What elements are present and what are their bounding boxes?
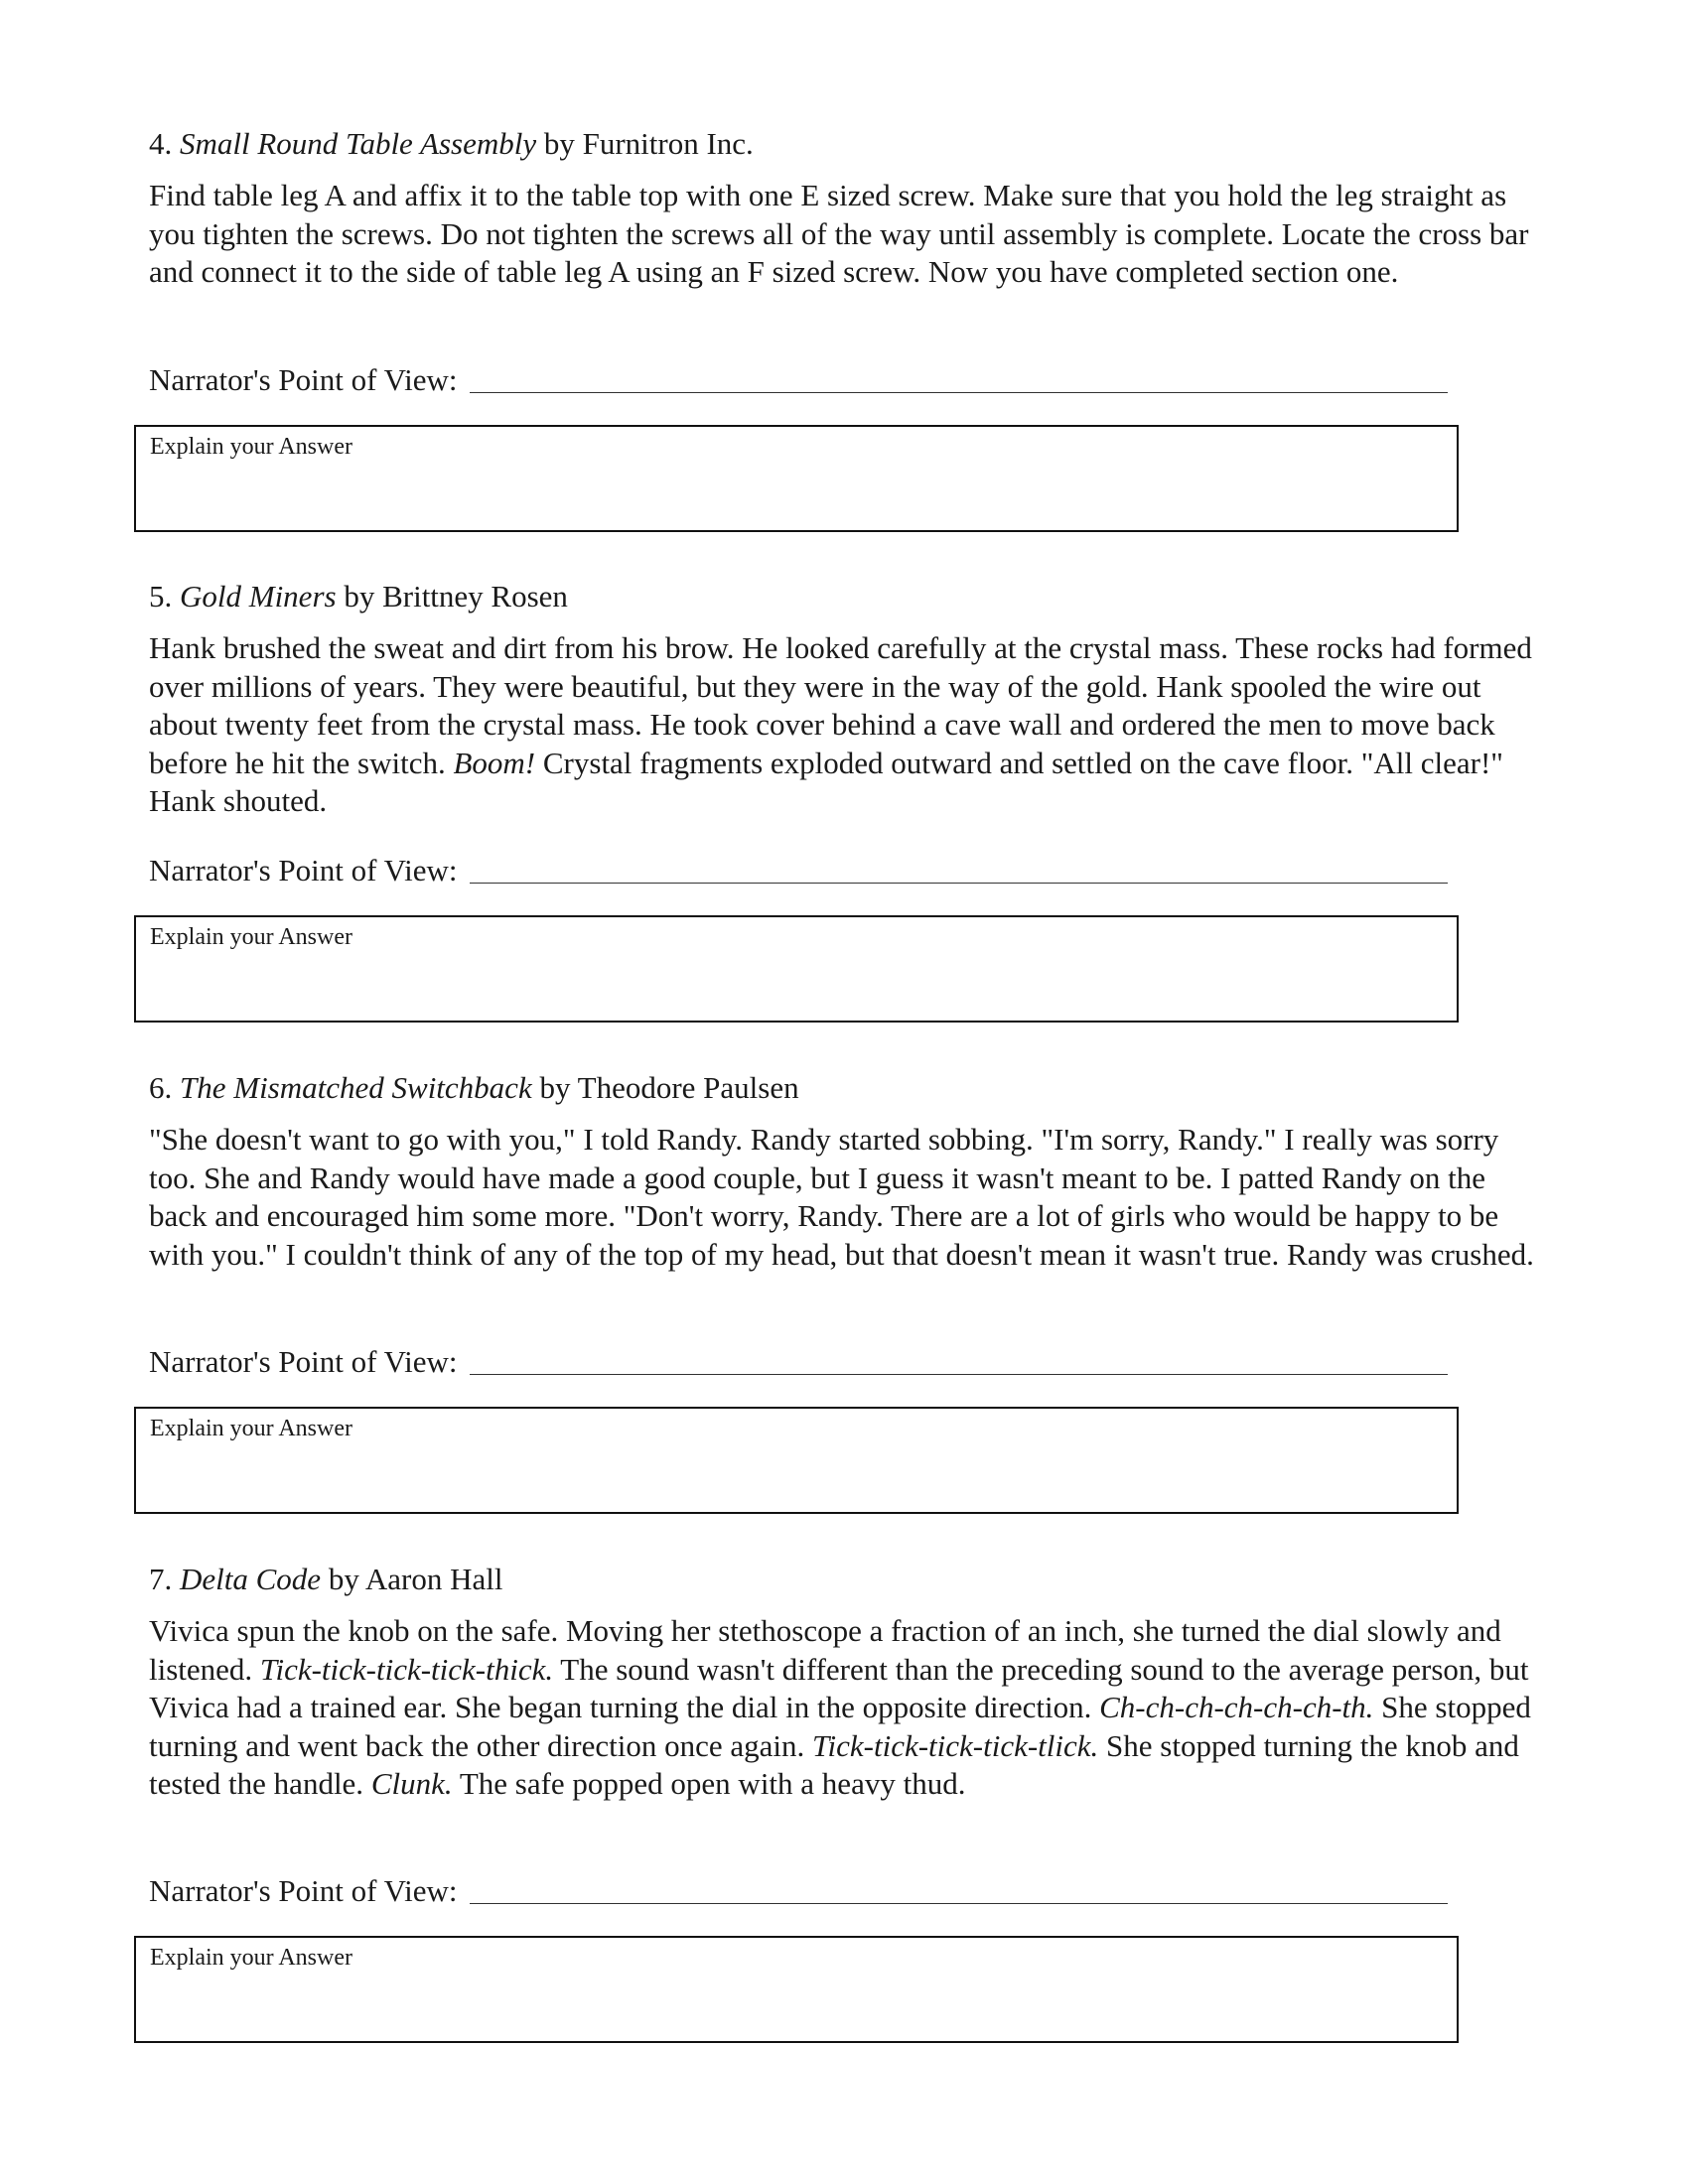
passage-emphasis: Boom! xyxy=(453,745,536,780)
question-heading xyxy=(149,578,1539,615)
passage-byline: by Aaron Hall xyxy=(328,1562,503,1596)
question-7 xyxy=(149,1561,1539,1971)
explain-answer-box[interactable] xyxy=(134,1936,1459,2043)
passage-byline: by Brittney Rosen xyxy=(344,579,568,614)
explain-answer-label: Explain your Answer xyxy=(150,434,352,460)
passage-title: Delta Code xyxy=(180,1562,322,1596)
pov-label: Narrator's Point of View: xyxy=(149,362,458,397)
pov-label: Narrator's Point of View: xyxy=(149,853,458,887)
explain-answer-box[interactable] xyxy=(134,1407,1459,1514)
question-heading xyxy=(149,125,1539,163)
passage-emphasis: Tick-tick-tick-tick-tlick. xyxy=(811,1727,1099,1763)
question-number: 6. xyxy=(149,1070,173,1105)
explain-answer-label: Explain your Answer xyxy=(150,924,352,950)
pov-label: Narrator's Point of View: xyxy=(149,1873,458,1908)
pov-answer-line[interactable] xyxy=(470,392,1448,393)
explain-answer-label: Explain your Answer xyxy=(150,1416,352,1441)
passage-byline: by Furnitron Inc. xyxy=(543,126,754,161)
pov-answer-line[interactable] xyxy=(470,883,1448,884)
question-number: 4. xyxy=(149,126,173,161)
passage-segment: Vivica spun the knob on the safe. Moving her stethoscope a fraction of an inch, she turned the dial slowly and listened. xyxy=(149,1613,1501,1687)
passage-byline: by Theodore Paulsen xyxy=(539,1070,799,1105)
pov-answer-line[interactable] xyxy=(470,1374,1448,1375)
question-6 xyxy=(149,1069,1539,1441)
passage-segment: She stopped turning the knob and tested the handle. xyxy=(149,1727,1519,1801)
pov-answer-line[interactable] xyxy=(470,1903,1448,1904)
question-number: 5. xyxy=(149,579,173,614)
passage-segment: "She doesn't want to go with you," I told Randy. Randy started sobbing. "I'm sorry, Randy." I really was sorry too. She and Randy would have made a good couple, but I guess it wasn't meant to be. I patted Randy on the back and encouraged him some more. "Don't worry, Randy. There are a lot of girls who would be happy to be with you." I couldn't think of any of the top of my head, but that doesn't mean it wasn't true. Randy was crushed. xyxy=(149,1122,1534,1272)
question-number: 7. xyxy=(149,1562,173,1596)
pov-row xyxy=(149,852,1448,889)
passage-text xyxy=(149,1121,1539,1274)
passage-text xyxy=(149,1612,1539,1804)
passage-text xyxy=(149,177,1539,292)
explain-answer-box[interactable] xyxy=(134,425,1459,532)
question-heading xyxy=(149,1561,1539,1598)
question-heading xyxy=(149,1069,1539,1107)
passage-segment: Hank brushed the sweat and dirt from his brow. He looked carefully at the crystal mass. These rocks had formed over millions of years. They were beautiful, but they were in the way of the gold. Hank spooled the wire out about twenty feet from the crystal mass. He took cover behind a cave wall and ordered the men to move back before he hit the switch. xyxy=(149,630,1532,780)
passage-segment: The safe popped open with a heavy thud. xyxy=(452,1766,966,1801)
passage-emphasis: Clunk. xyxy=(370,1766,453,1801)
pov-row xyxy=(149,1872,1448,1910)
passage-segment: Find table leg A and affix it to the table top with one E sized screw. Make sure that you hold the leg straight as you tighten the screws. Do not tighten the screws all of the way until assembly is complete. Locate the cross bar and connect it to the side of table leg A using an F sized screw. Now you have completed section one. xyxy=(149,178,1529,289)
explain-answer-label: Explain your Answer xyxy=(150,1945,352,1971)
passage-text xyxy=(149,629,1539,821)
pov-row xyxy=(149,361,1448,399)
question-5 xyxy=(149,578,1539,950)
passage-title: Gold Miners xyxy=(180,579,337,614)
explain-answer-box[interactable] xyxy=(134,915,1459,1023)
passage-title: The Mismatched Switchback xyxy=(180,1070,532,1105)
passage-segment: Crystal fragments exploded outward and settled on the cave floor. "All clear!" Hank shouted. xyxy=(149,745,1503,818)
passage-segment: She stopped turning and went back the other direction once again. xyxy=(149,1690,1531,1763)
pov-row xyxy=(149,1343,1448,1381)
passage-emphasis: Tick-tick-tick-tick-thick. xyxy=(259,1651,554,1687)
passage-segment: The sound wasn't different than the preceding sound to the average person, but Vivica had a trained ear. She began turning the dial in the opposite direction. xyxy=(149,1651,1529,1724)
pov-label: Narrator's Point of View: xyxy=(149,1344,458,1379)
question-4 xyxy=(149,125,1539,460)
passage-title: Small Round Table Assembly xyxy=(180,126,537,161)
passage-emphasis: Ch-ch-ch-ch-ch-ch-th. xyxy=(1099,1690,1374,1724)
